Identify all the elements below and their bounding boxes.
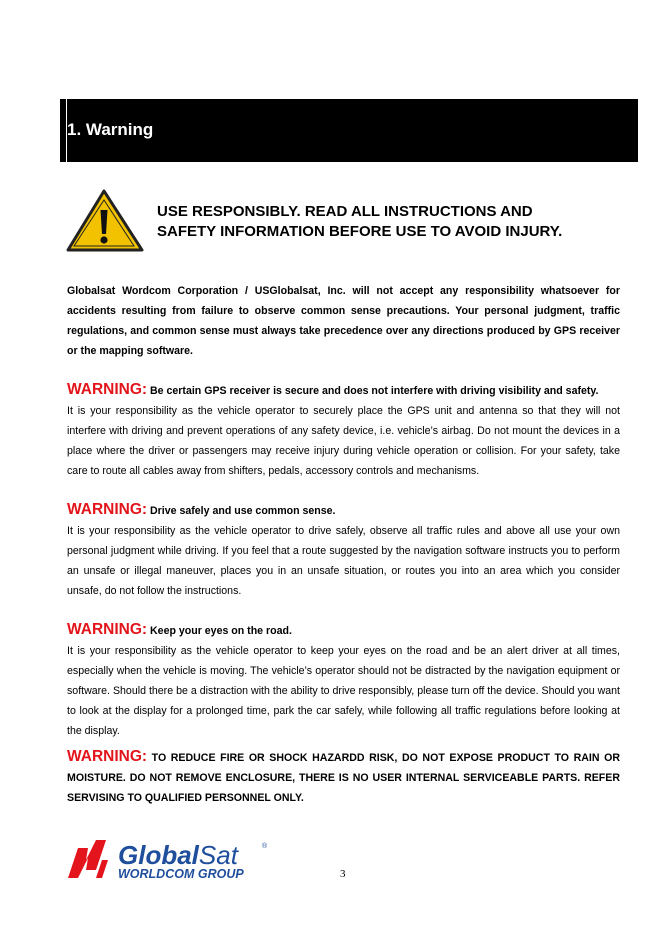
warning-triangle-icon (66, 188, 146, 254)
warning-block-4 (67, 747, 620, 808)
warning-block-2 (67, 500, 620, 601)
registered-mark: ® (262, 843, 268, 850)
warning-body: It is your responsibility as the vehicle operator to drive safely, observe all traffic rules and above all use your own personal judgment while driving. If you feel that a route suggested by the navigation software instructs you to perform an unsafe or illegal maneuver, places you in an unsafe situation, or routes you into an area which you consider unsafe, do not follow the instructions. (67, 525, 620, 597)
warning-title: Be certain GPS receiver is secure and does not interfere with driving visibility and safety. (150, 385, 599, 397)
warning-title: TO REDUCE FIRE OR SHOCK HAZARDD RISK, DO NOT EXPOSE PRODUCT TO RAIN OR MOISTURE. DO NOT REMOVE ENCLOSURE, THERE IS NO USER INTERNAL SERVICEABLE PARTS. REFER SERVISING TO QUALIFIED PERSONNEL ONLY. (67, 752, 620, 804)
svg-text:GlobalSat (118, 840, 240, 870)
page-number: 3 (340, 868, 346, 880)
warning-label: WARNING: (67, 501, 148, 518)
warning-body: It is your responsibility as the vehicle operator to keep your eyes on the road and be an alert driver at all times, especially when the vehicle is moving. The vehicle’s operator should not be distracted by the navigation equipment or software. Should there be a distraction with the ability to drive responsibly, please turn off the device. Should you want to look at the display for a prolonged time, park the car safely, while following all traffic regulations before looking at the display. (67, 645, 620, 737)
logo-brand-b: Sat (198, 840, 238, 870)
warning-body: It is your responsibility as the vehicle operator to securely place the GPS unit and antenna so that they will not interfere with driving and prevent operations of any safety device, i.e. vehicle’s airbag. Do not mount the devices in a place where the driver or passengers may receive injury during vehicle operation or collision. For your safety, take care to route all cables away from shifters, pedals, accessory controls and mechanisms. (67, 405, 620, 477)
section-title: 1. Warning (67, 120, 154, 139)
warning-title: Drive safely and use common sense. (150, 505, 336, 517)
headline (157, 202, 607, 242)
logo-brand-a: Global (118, 840, 199, 870)
warning-block-1 (67, 380, 620, 481)
warning-block-3 (67, 620, 620, 741)
logo-subtitle: WORLDCOM GROUP (118, 867, 244, 881)
intro-paragraph: Globalsat Wordcom Corporation / USGlobalsat, Inc. will not accept any responsibility whatsoever for accidents resulting from failure to observe common sense precautions. Your personal judgment, traffic regulations, and common sense must always take precedence over any directions produced by GPS receiver or the mapping software. (67, 285, 620, 357)
warning-title: Keep your eyes on the road. (150, 625, 292, 637)
warning-label: WARNING: (67, 381, 148, 398)
headline-line-2: SAFETY INFORMATION BEFORE USE TO AVOID INJURY. (157, 223, 563, 240)
globalsat-logo (66, 838, 276, 884)
warning-label: WARNING: (67, 748, 148, 765)
section-header-edge (60, 99, 67, 162)
headline-line-1: USE RESPONSIBLY. READ ALL INSTRUCTIONS AND (157, 203, 533, 220)
warning-label: WARNING: (67, 621, 148, 638)
